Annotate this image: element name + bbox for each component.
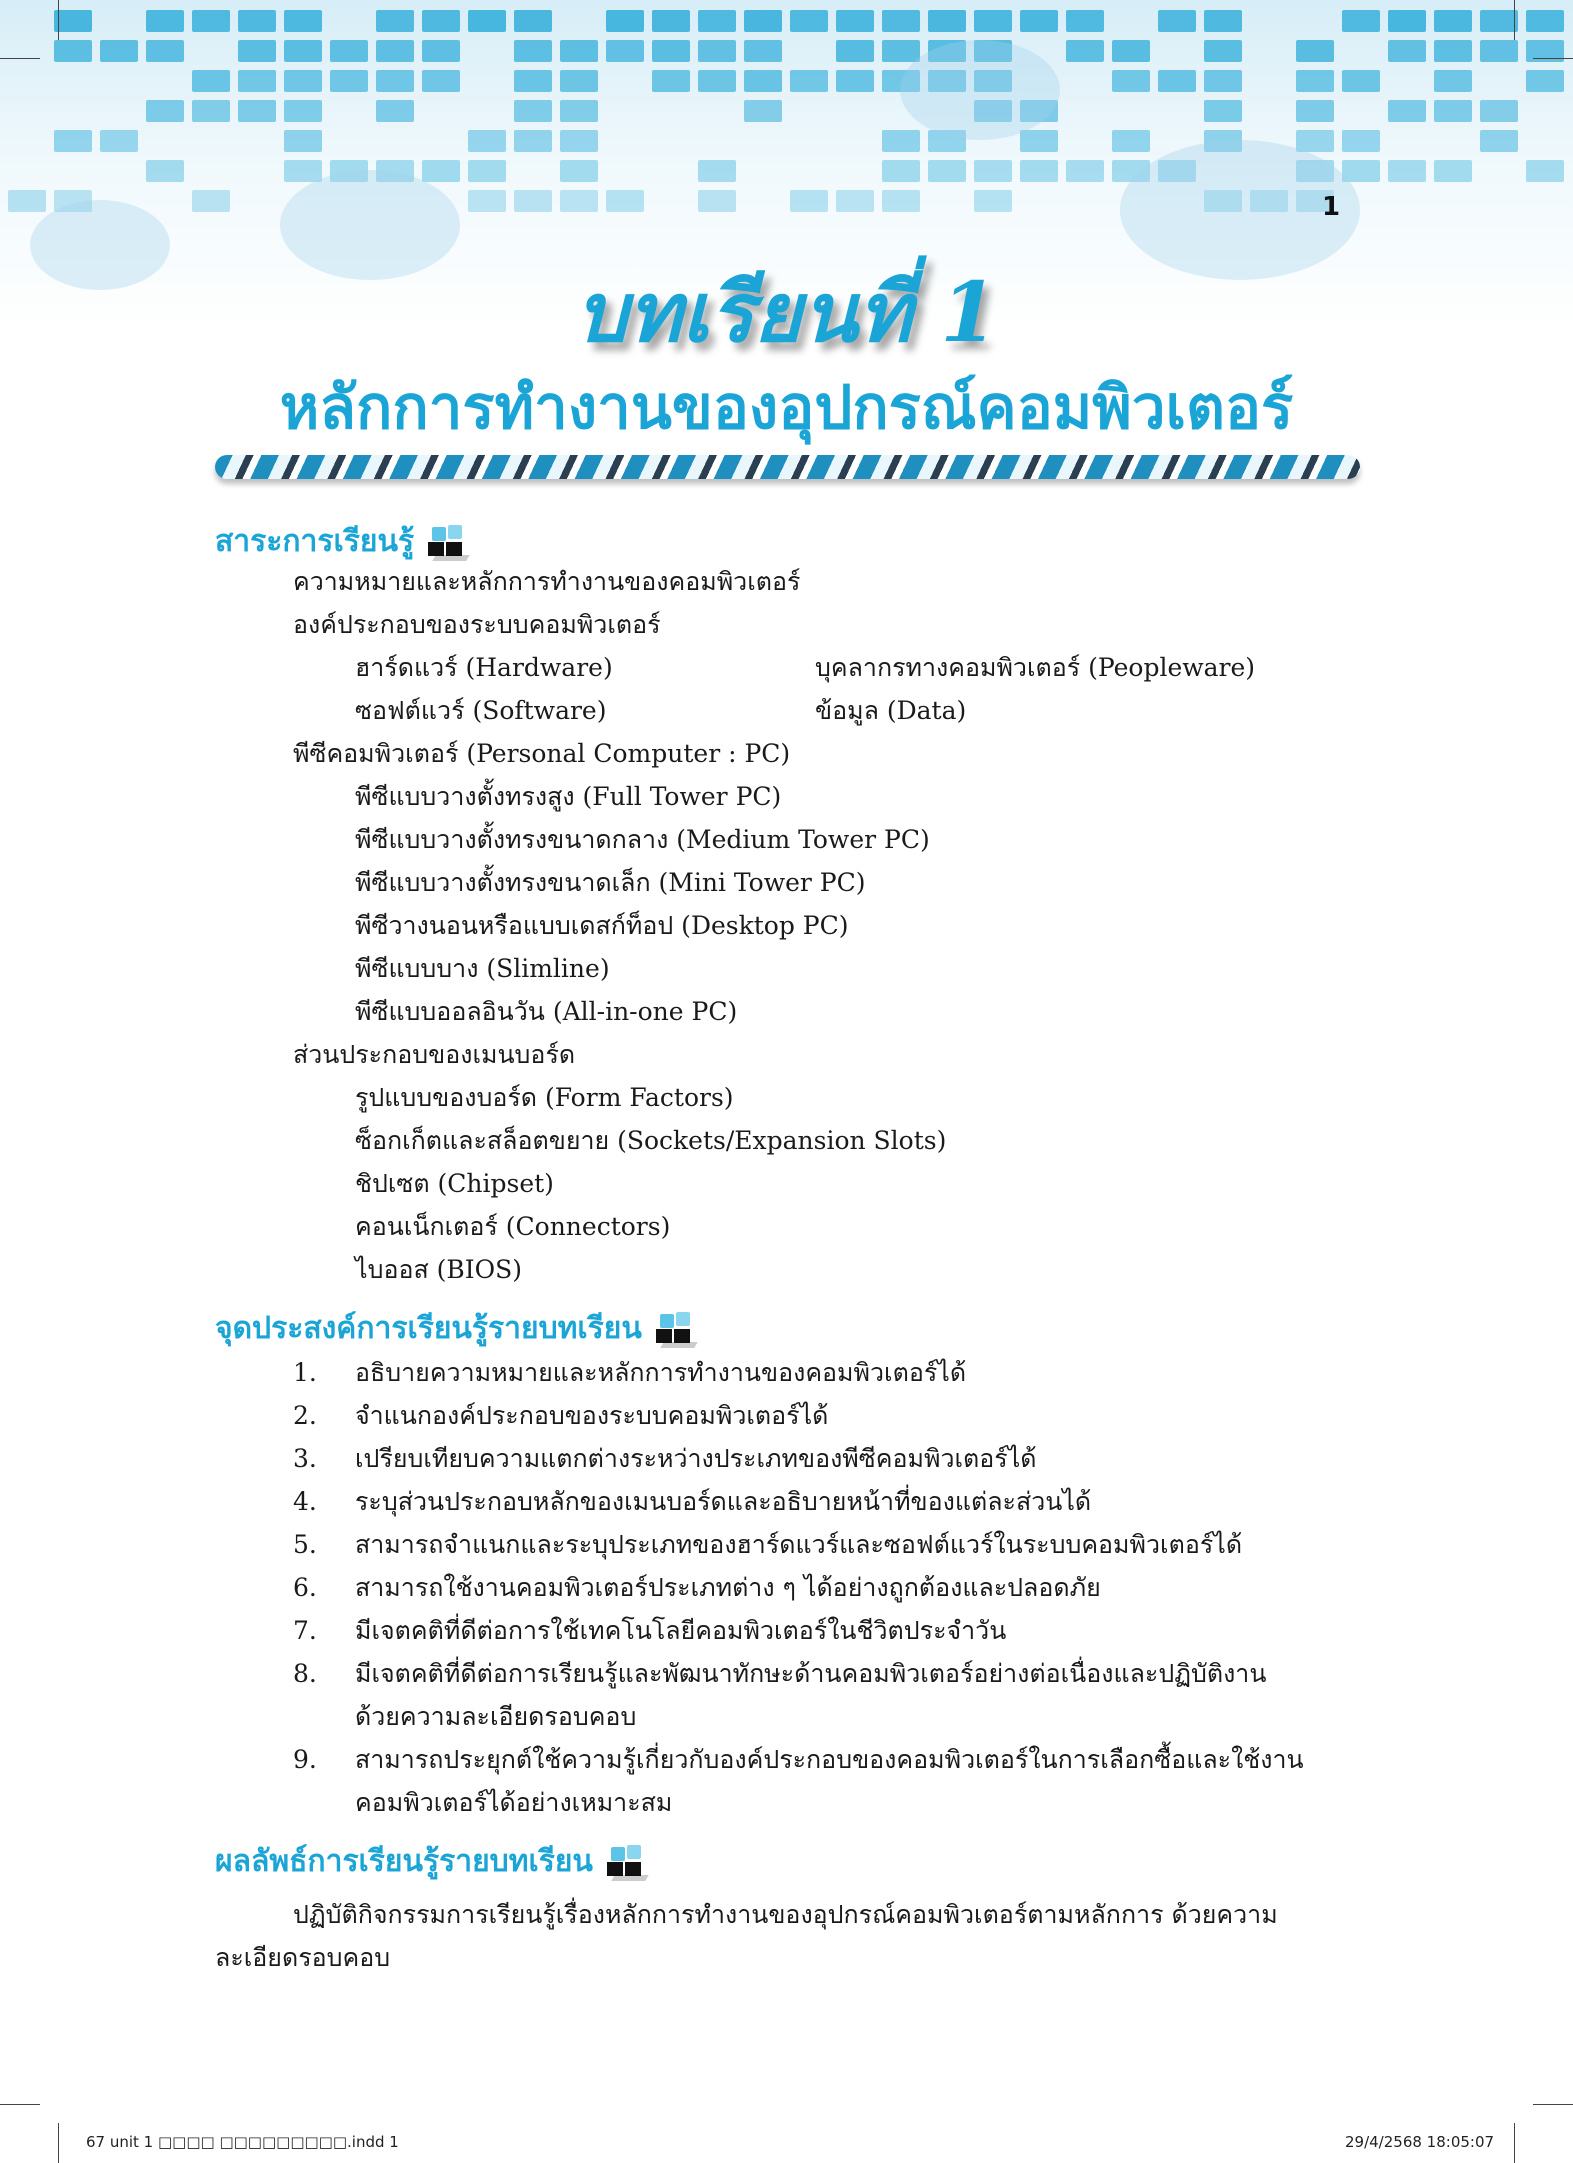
- banner-tile: [744, 40, 782, 62]
- objective-number: 3.: [293, 1444, 317, 1473]
- banner-tile: [54, 10, 92, 32]
- content-item: ซ็อกเก็ตและสล็อตขยาย (Sockets/Expansion Slots): [355, 1126, 947, 1155]
- crop-mark: [1533, 2104, 1573, 2105]
- banner-tile: [284, 160, 322, 182]
- banner-tile: [54, 130, 92, 152]
- banner-tile: [1480, 130, 1518, 152]
- outcome-paragraph: ปฏิบัติกิจกรรมการเรียนรู้เรื่องหลักการทำงานของอุปกรณ์คอมพิวเตอร์ตามหลักการ ด้วยความละเอียดรอบคอบ: [215, 1900, 1278, 1972]
- banner-tile: [376, 10, 414, 32]
- banner-tile: [1158, 70, 1196, 92]
- section-heading-outcome: [215, 1838, 647, 1885]
- banner-tile: [560, 160, 598, 182]
- objective-number: 9.: [293, 1745, 317, 1774]
- banner-tile: [1480, 10, 1518, 32]
- banner-tile: [146, 10, 184, 32]
- crop-mark: [1533, 58, 1573, 59]
- banner-tile: [928, 10, 966, 32]
- content-item: องค์ประกอบของระบบคอมพิวเตอร์: [293, 610, 661, 639]
- banner-tile: [744, 10, 782, 32]
- banner-tile: [376, 70, 414, 92]
- banner-tile: [790, 10, 828, 32]
- banner-tile: [882, 160, 920, 182]
- footer-file-name: 67 unit 1 □□□□ □□□□□□□□□.indd 1: [86, 2133, 399, 2151]
- section-heading-objectives: [215, 1305, 696, 1352]
- banner-tile: [238, 100, 276, 122]
- crop-mark: [58, 0, 59, 40]
- page-number: 1: [1322, 192, 1341, 222]
- banner-tile: [100, 130, 138, 152]
- banner-tile: [1526, 70, 1564, 92]
- banner-tile: [560, 130, 598, 152]
- banner-tile: [606, 10, 644, 32]
- banner-tile: [1388, 160, 1426, 182]
- banner-tile: [698, 160, 736, 182]
- content-item: พีซีวางนอนหรือแบบเดสก์ท็อป (Desktop PC): [355, 911, 849, 940]
- banner-tile: [974, 10, 1012, 32]
- banner-tile: [1434, 10, 1472, 32]
- objective-text-continued: คอมพิวเตอร์ได้อย่างเหมาะสม: [355, 1788, 673, 1817]
- heading-text: ผลลัพธ์การเรียนรู้รายบทเรียน: [215, 1844, 593, 1879]
- banner-tile: [1204, 70, 1242, 92]
- objective-text: จำแนกองค์ประกอบของระบบคอมพิวเตอร์ได้: [355, 1401, 829, 1430]
- banner-tile: [1388, 40, 1426, 62]
- banner-tile: [1434, 40, 1472, 62]
- banner-tile: [560, 190, 598, 212]
- heading-text: สาระการเรียนรู้: [215, 524, 415, 559]
- decorative-rope-divider: [215, 455, 1360, 479]
- banner-tile: [468, 130, 506, 152]
- banner-tile: [376, 100, 414, 122]
- objective-text: สามารถประยุกต์ใช้ความรู้เกี่ยวกับองค์ประกอบของคอมพิวเตอร์ในการเลือกซื้อและใช้งาน: [355, 1745, 1304, 1774]
- banner-tile: [698, 10, 736, 32]
- banner-tile: [514, 190, 552, 212]
- content-item: พีซีแบบวางตั้งทรงสูง (Full Tower PC): [355, 782, 782, 811]
- banner-tile: [1296, 100, 1334, 122]
- banner-tile: [1296, 40, 1334, 62]
- banner-tile: [1066, 10, 1104, 32]
- banner-tile: [238, 10, 276, 32]
- banner-tile: [882, 130, 920, 152]
- banner-tile: [54, 40, 92, 62]
- banner-tile: [698, 190, 736, 212]
- banner-tile: [1204, 100, 1242, 122]
- banner-tile: [560, 70, 598, 92]
- banner-tile: [1112, 40, 1150, 62]
- banner-tile: [1066, 160, 1104, 182]
- objective-number: 6.: [293, 1573, 317, 1602]
- banner-tile: [1020, 160, 1058, 182]
- banner-tile: [1112, 130, 1150, 152]
- cube-icon: [652, 1312, 696, 1346]
- objective-number: 1.: [293, 1358, 317, 1387]
- banner-tile: [1388, 10, 1426, 32]
- banner-tile: [790, 70, 828, 92]
- content-item: ความหมายและหลักการทำงานของคอมพิวเตอร์: [293, 567, 801, 596]
- banner-tile: [560, 100, 598, 122]
- objective-text: ระบุส่วนประกอบหลักของเมนบอร์ดและอธิบายหน้าที่ของแต่ละส่วนได้: [355, 1487, 1092, 1516]
- banner-tile: [284, 10, 322, 32]
- banner-tile: [882, 190, 920, 212]
- chapter-subtitle: หลักการทำงานของอุปกรณ์คอมพิวเตอร์: [279, 373, 1294, 443]
- banner-tile: [882, 10, 920, 32]
- banner-tile: [1480, 40, 1518, 62]
- content-item: รูปแบบของบอร์ด (Form Factors): [355, 1083, 734, 1112]
- banner-tile: [330, 40, 368, 62]
- banner-tile: [974, 160, 1012, 182]
- banner-tile: [1158, 10, 1196, 32]
- objective-text: มีเจตคติที่ดีต่อการเรียนรู้และพัฒนาทักษะด้านคอมพิวเตอร์อย่างต่อเนื่องและปฏิบัติงาน: [355, 1659, 1267, 1688]
- banner-tile: [698, 70, 736, 92]
- banner-tile: [146, 160, 184, 182]
- content-item: ซอฟต์แวร์ (Software): [355, 696, 607, 725]
- banner-tile: [284, 40, 322, 62]
- banner-tile: [1342, 130, 1380, 152]
- banner-tile: [1020, 10, 1058, 32]
- objective-number: 7.: [293, 1616, 317, 1645]
- banner-tile: [1388, 100, 1426, 122]
- banner-tile: [192, 10, 230, 32]
- banner-tile: [100, 40, 138, 62]
- cube-icon: [603, 1845, 647, 1879]
- objective-number: 8.: [293, 1659, 317, 1688]
- banner-tile: [376, 40, 414, 62]
- content-item: ชิปเซต (Chipset): [355, 1169, 554, 1198]
- banner-tile: [1342, 10, 1380, 32]
- banner-tile: [284, 100, 322, 122]
- banner-tile: [1112, 70, 1150, 92]
- banner-tile: [238, 70, 276, 92]
- section-heading-content: [215, 518, 468, 565]
- banner-tile: [330, 70, 368, 92]
- banner-tile: [928, 160, 966, 182]
- banner-tile: [192, 100, 230, 122]
- banner-tile: [1526, 160, 1564, 182]
- objective-text: มีเจตคติที่ดีต่อการใช้เทคโนโลยีคอมพิวเตอร์ในชีวิตประจำวัน: [355, 1616, 1007, 1645]
- crop-mark: [0, 58, 40, 59]
- banner-tile: [468, 10, 506, 32]
- banner-tile: [1020, 130, 1058, 152]
- banner-tile: [422, 40, 460, 62]
- banner-tile: [1434, 160, 1472, 182]
- cube-icon: [424, 525, 468, 559]
- objective-number: 2.: [293, 1401, 317, 1430]
- banner-tile: [468, 190, 506, 212]
- banner-tile: [422, 10, 460, 32]
- crop-mark: [58, 2123, 59, 2163]
- objective-text: สามารถใช้งานคอมพิวเตอร์ประเภทต่าง ๆ ได้อย่างถูกต้องและปลอดภัย: [355, 1573, 1101, 1602]
- content-item: ส่วนประกอบของเมนบอร์ด: [293, 1040, 576, 1069]
- content-item: ฮาร์ดแวร์ (Hardware): [355, 653, 613, 682]
- content-item: ข้อมูล (Data): [815, 696, 967, 725]
- banner-tile: [606, 40, 644, 62]
- banner-tile: [1296, 70, 1334, 92]
- content-item: พีซีแบบวางตั้งทรงขนาดเล็ก (Mini Tower PC): [355, 868, 866, 897]
- banner-tile: [698, 40, 736, 62]
- banner-tile: [1296, 130, 1334, 152]
- content-item: ไบออส (BIOS): [355, 1255, 523, 1284]
- banner-tile: [8, 190, 46, 212]
- banner-tile: [1204, 10, 1242, 32]
- banner-tile: [146, 100, 184, 122]
- banner-tile: [514, 130, 552, 152]
- banner-tile: [192, 70, 230, 92]
- objective-number: 5.: [293, 1530, 317, 1559]
- content-item: บุคลากรทางคอมพิวเตอร์ (Peopleware): [815, 653, 1256, 682]
- banner-tile: [422, 160, 460, 182]
- crop-mark: [1514, 0, 1515, 40]
- banner-tile: [1434, 70, 1472, 92]
- objective-text: เปรียบเทียบความแตกต่างระหว่างประเภทของพีซีคอมพิวเตอร์ได้: [355, 1444, 1037, 1473]
- banner-tile: [1204, 40, 1242, 62]
- banner-tile: [468, 160, 506, 182]
- objective-text: อธิบายความหมายและหลักการทำงานของคอมพิวเตอร์ได้: [355, 1358, 967, 1387]
- banner-tile: [836, 10, 874, 32]
- banner-tile: [1342, 70, 1380, 92]
- banner-tile: [146, 40, 184, 62]
- banner-tile: [514, 100, 552, 122]
- crop-mark: [1514, 2123, 1515, 2163]
- objective-text-continued: ด้วยความละเอียดรอบคอบ: [355, 1702, 637, 1731]
- content-item: พีซีคอมพิวเตอร์ (Personal Computer : PC): [293, 739, 791, 768]
- chapter-title: บทเรียนที่ 1: [575, 265, 998, 361]
- banner-tile: [284, 130, 322, 152]
- banner-tile: [974, 190, 1012, 212]
- banner-tile: [514, 70, 552, 92]
- objective-text: สามารถจำแนกและระบุประเภทของฮาร์ดแวร์และซอฟต์แวร์ในระบบคอมพิวเตอร์ได้: [355, 1530, 1243, 1559]
- banner-tile: [514, 10, 552, 32]
- banner-tile: [1066, 40, 1104, 62]
- banner-tile: [284, 70, 322, 92]
- banner-tile: [836, 190, 874, 212]
- footer-timestamp: 29/4/2568 18:05:07: [1345, 2133, 1495, 2151]
- banner-tile: [744, 70, 782, 92]
- banner-tile: [560, 40, 598, 62]
- content-item: คอนเน็กเตอร์ (Connectors): [355, 1212, 671, 1241]
- banner-tile: [192, 190, 230, 212]
- banner-tile: [606, 190, 644, 212]
- content-item: พีซีแบบออลอินวัน (All-in-one PC): [355, 997, 738, 1026]
- banner-tile: [882, 40, 920, 62]
- banner-tile: [422, 70, 460, 92]
- banner-tile: [1526, 10, 1564, 32]
- banner-tile: [790, 190, 828, 212]
- content-item: พีซีแบบวางตั้งทรงขนาดกลาง (Medium Tower PC): [355, 825, 930, 854]
- banner-tile: [836, 70, 874, 92]
- banner-tile: [652, 10, 690, 32]
- objective-number: 4.: [293, 1487, 317, 1516]
- banner-tile: [744, 100, 782, 122]
- banner-tile: [652, 40, 690, 62]
- banner-tile: [1434, 100, 1472, 122]
- banner-tile: [652, 70, 690, 92]
- heading-text: จุดประสงค์การเรียนรู้รายบทเรียน: [215, 1311, 642, 1346]
- content-item: พีซีแบบบาง (Slimline): [355, 954, 610, 983]
- crop-mark: [0, 2104, 40, 2105]
- banner-tile: [836, 40, 874, 62]
- banner-tile: [1480, 100, 1518, 122]
- banner-tile: [238, 40, 276, 62]
- banner-tile: [514, 40, 552, 62]
